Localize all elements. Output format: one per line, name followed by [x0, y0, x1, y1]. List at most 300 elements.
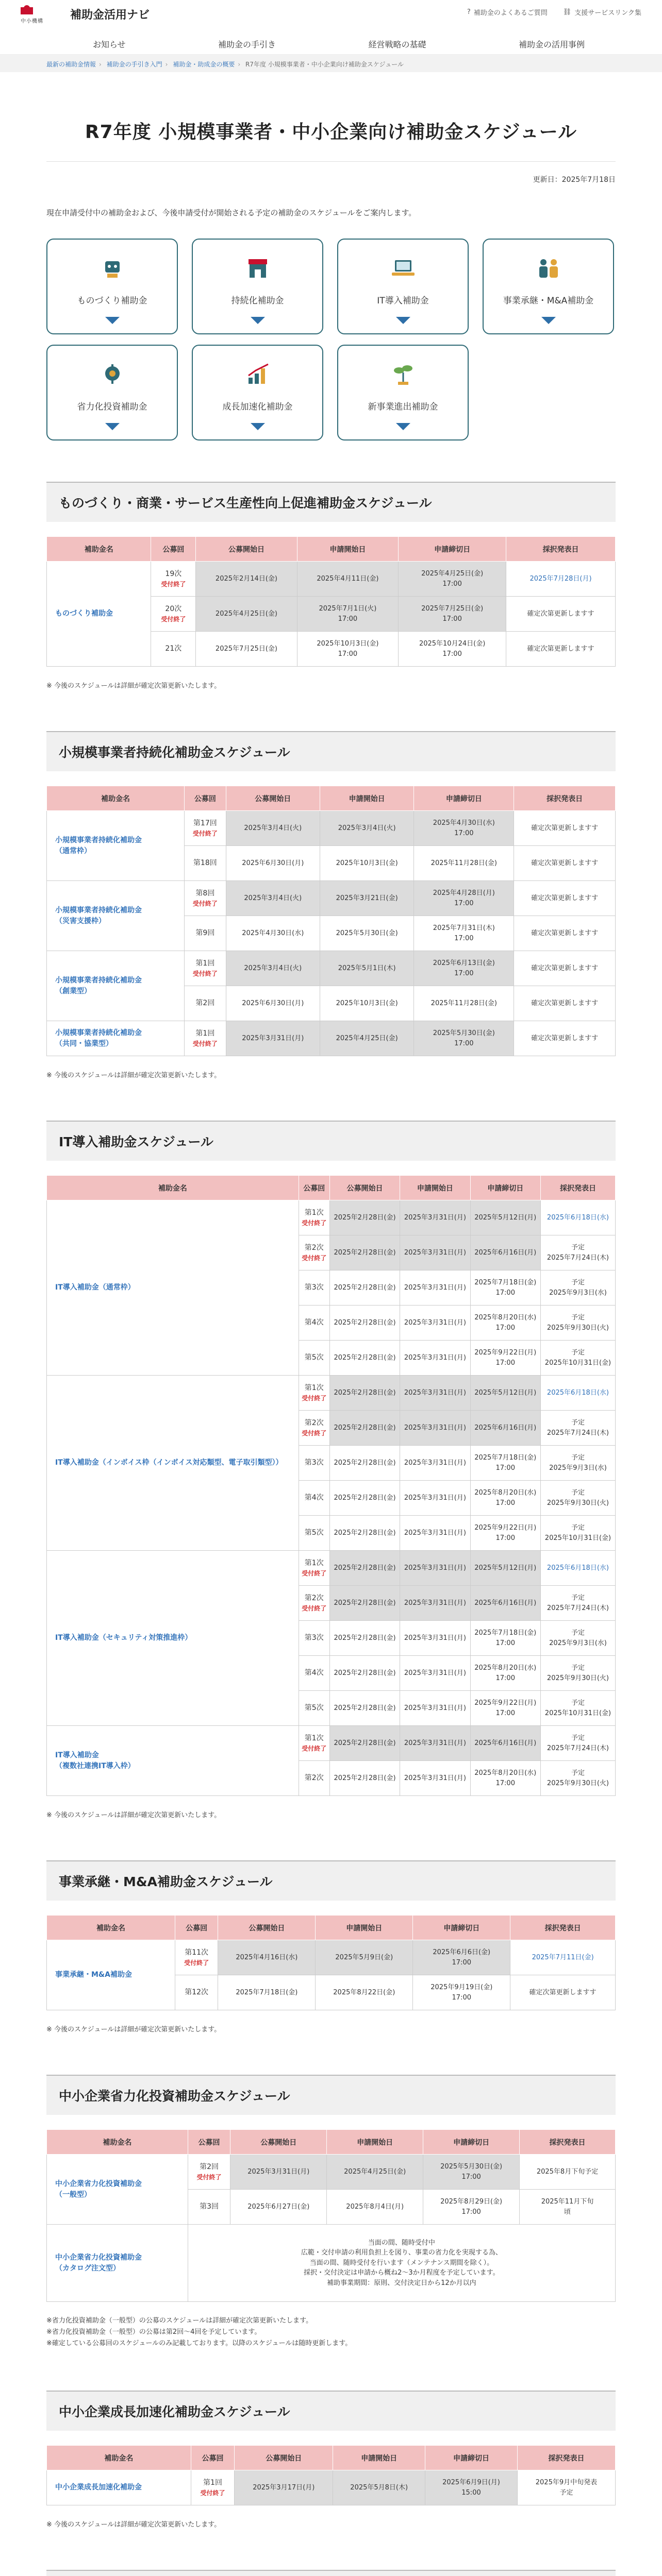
result-date-cell: 予定 2025年10月31日(金) [540, 1341, 615, 1376]
section-title-monozukuri: ものづくり・商業・サービス生産性向上促進補助金スケジュール [46, 482, 616, 522]
apply-date-cell: 2025年3月31日(月) [400, 1761, 470, 1796]
table-row [47, 1021, 616, 1056]
table-row [47, 811, 616, 846]
closed-badge: 受付終了 [192, 1040, 218, 1047]
result-date-cell[interactable]: 2025年6月18日(水) [540, 1551, 615, 1586]
round-cell: 第1次 受付終了 [299, 1376, 329, 1411]
apply-date-cell: 2025年3月31日(月) [400, 1411, 470, 1446]
closed-badge: 受付終了 [184, 1959, 209, 1967]
apply-date-cell: 2025年3月21日(金) [320, 881, 413, 916]
table-header-row [47, 2446, 616, 2470]
deadline-cell: 2025年6月9日(月) 15:00 [425, 2470, 518, 2505]
apply-date-cell: 2025年4月25日(金) [320, 1021, 413, 1056]
apply-date-cell: 2025年3月31日(月) [400, 1656, 470, 1691]
subsidy-name-link[interactable]: 中小企業省力化投資補助金 （一般型） [47, 2155, 188, 2225]
round-cell: 第17回 受付終了 [185, 811, 226, 846]
breadcrumb-item[interactable]: 補助金・助成金の概要 [173, 61, 235, 68]
apply-date-cell: 2025年4月25日(金) [327, 2155, 423, 2190]
apply-date-cell: 2025年3月31日(月) [400, 1341, 470, 1376]
section-title-shokei: 事業承継・M&A補助金スケジュール [46, 1860, 616, 1901]
apply-date-cell: 2025年3月31日(月) [400, 1586, 470, 1621]
column-header: 補助金名 [47, 2446, 191, 2470]
schedule-note: ※ 今後のスケジュールは詳細が確定次第更新いたします。 [46, 682, 221, 690]
section-title-shinjigyo [46, 2570, 616, 2576]
round-cell: 第8回 受付終了 [185, 881, 226, 916]
start-date-cell: 2025年2月28日(金) [329, 1481, 400, 1516]
deadline-cell: 2025年5月30日(金) 17:00 [414, 1021, 514, 1056]
table-row [47, 881, 616, 916]
apply-date-cell: 2025年5月9日(金) [316, 1940, 413, 1975]
closed-badge: 受付終了 [302, 1605, 327, 1612]
category-card[interactable] [46, 239, 178, 334]
apply-date-cell: 2025年8月4日(月) [327, 2190, 423, 2225]
round-cell: 第2次 [299, 1761, 329, 1796]
column-header: 補助金名 [47, 2130, 188, 2155]
schedule-table-shoryokuka [46, 2129, 616, 2302]
sprout-icon [391, 363, 416, 386]
site-title[interactable]: 補助金活用ナビ [70, 9, 150, 22]
table-row [47, 562, 616, 597]
deadline-cell: 2025年8月20日(水) 17:00 [470, 1481, 540, 1516]
category-label: 省力化投資補助金 [77, 402, 147, 412]
subsidy-name-link[interactable]: 小規模事業者持続化補助金 （災害支援枠） [47, 881, 185, 951]
category-card[interactable] [192, 345, 323, 440]
closed-badge: 受付終了 [302, 1745, 327, 1752]
round-cell: 第9回 [185, 916, 226, 951]
deadline-cell: 2025年11月28日(金) [414, 986, 514, 1021]
start-date-cell: 2025年2月28日(金) [329, 1200, 400, 1235]
shop-icon [245, 257, 270, 280]
category-card[interactable] [337, 239, 469, 334]
column-header: 申請締切日 [470, 1176, 540, 1200]
start-date-cell: 2025年4月25日(金) [196, 597, 297, 632]
apply-date-cell: 2025年3月31日(月) [400, 1306, 470, 1341]
deadline-cell: 2025年7月25日(金) 17:00 [399, 597, 506, 632]
subsidy-name-link[interactable]: 事業承継・M&A補助金 [47, 1940, 175, 2010]
apply-date-cell: 2025年10月3日(金) 17:00 [297, 632, 398, 667]
deadline-cell: 2025年6月16日(月) [470, 1235, 540, 1270]
round-cell: 21次 [151, 632, 196, 667]
category-label: 成長加速化補助金 [222, 402, 293, 412]
site-header [0, 0, 662, 55]
triangle-down-icon [396, 317, 410, 324]
column-header: 申請開始日 [320, 786, 413, 811]
start-date-cell: 2025年3月31日(月) [230, 2155, 327, 2190]
column-header: 公募開始日 [218, 1916, 316, 1940]
start-date-cell: 2025年3月17日(月) [235, 2470, 333, 2505]
table-header-row [47, 1916, 616, 1940]
category-label: 事業承継・M&A補助金 [503, 296, 594, 306]
support-links-link[interactable]: ⛓ 支援サービスリンク集 [562, 8, 641, 17]
start-date-cell: 2025年3月4日(火) [226, 881, 320, 916]
closed-badge: 受付終了 [200, 2489, 225, 2497]
table-row [47, 2470, 616, 2505]
start-date-cell: 2025年6月30日(月) [226, 986, 320, 1021]
deadline-cell: 2025年6月13日(金) 17:00 [414, 951, 514, 986]
deadline-cell: 2025年9月22日(月) 17:00 [470, 1341, 540, 1376]
closed-badge: 受付終了 [302, 1395, 327, 1402]
question-icon: ? [467, 8, 471, 16]
round-cell: 第2次 受付終了 [299, 1586, 329, 1621]
result-date-cell: 予定 2025年9月30日(火) [540, 1306, 615, 1341]
round-cell: 第1次 受付終了 [299, 1726, 329, 1761]
column-header: 採択発表日 [510, 1916, 616, 1940]
subsidy-name-link[interactable]: IT導入補助金（セキュリティ対策推進枠） [47, 1551, 299, 1726]
result-date-cell: 2025年8月下旬予定 [520, 2155, 616, 2190]
apply-date-cell: 2025年3月31日(月) [400, 1446, 470, 1481]
closed-badge: 受付終了 [302, 1430, 327, 1437]
start-date-cell: 2025年2月28日(金) [329, 1726, 400, 1761]
deadline-cell: 2025年8月20日(水) 17:00 [470, 1656, 540, 1691]
table-row [47, 1200, 616, 1235]
column-header: 補助金名 [47, 1176, 299, 1200]
round-cell: 第2次 受付終了 [299, 1235, 329, 1270]
deadline-cell: 2025年6月16日(月) [470, 1411, 540, 1446]
apply-date-cell: 2025年3月31日(月) [400, 1726, 470, 1761]
triangle-down-icon [396, 423, 410, 430]
category-card[interactable] [337, 345, 469, 440]
result-date-cell: 予定 2025年9月30日(火) [540, 1656, 615, 1691]
table-row [47, 2155, 616, 2190]
deadline-cell: 2025年8月29日(金) 17:00 [423, 2190, 520, 2225]
round-cell: 第3次 [299, 1446, 329, 1481]
column-header: 申請締切日 [414, 786, 514, 811]
column-header: 公募回 [151, 537, 196, 562]
page-title: R7年度 小規模事業者・中小企業向け補助金スケジュール [85, 122, 577, 143]
round-cell: 第2回 [185, 986, 226, 1021]
section-title-jizokuka: 小規模事業者持続化補助金スケジュール [46, 731, 616, 771]
result-date-cell: 予定 2025年7月24日(木) [540, 1411, 615, 1446]
result-date-cell: 予定 2025年9月30日(火) [540, 1481, 615, 1516]
column-header: 公募回 [191, 2446, 234, 2470]
closed-badge: 受付終了 [302, 1570, 327, 1577]
category-label: 持続化補助金 [231, 296, 284, 306]
handshake-icon [536, 257, 561, 280]
apply-date-cell: 2025年8月22日(金) [316, 1975, 413, 2010]
column-header: 公募開始日 [196, 537, 297, 562]
section-title-shoryokuka: 中小企業省力化投資補助金スケジュール [46, 2075, 616, 2115]
round-cell: 第5次 [299, 1516, 329, 1551]
result-date-cell: 確定次第更新しますす [514, 1021, 616, 1056]
round-cell: 第11次 受付終了 [175, 1940, 218, 1975]
round-cell: 第4次 [299, 1656, 329, 1691]
deadline-cell: 2025年6月6日(金) 17:00 [413, 1940, 510, 1975]
column-header: 公募開始日 [226, 786, 320, 811]
column-header: 公募開始日 [329, 1176, 400, 1200]
start-date-cell: 2025年3月4日(火) [226, 811, 320, 846]
start-date-cell: 2025年2月28日(金) [329, 1341, 400, 1376]
faq-link[interactable]: ? 補助金のよくあるご質問 [467, 8, 548, 17]
closed-badge: 受付終了 [161, 616, 186, 623]
schedule-table-jizokuka [46, 786, 616, 1056]
start-date-cell: 2025年6月27日(金) [230, 2190, 327, 2225]
column-header: 公募回 [175, 1916, 218, 1940]
intro-text: 現在申請受付中の補助金および、今後申請受付が開始される予定の補助金のスケジュールをご案内します。 [46, 208, 417, 217]
category-label: 新事業進出補助金 [368, 402, 438, 412]
closed-badge: 受付終了 [302, 1219, 327, 1227]
section-title-seicho: 中小企業成長加速化補助金スケジュール [46, 2391, 616, 2431]
round-cell: 第12次 [175, 1975, 218, 2010]
apply-date-cell: 2025年7月1日(火) 17:00 [297, 597, 398, 632]
robot-arm-icon [100, 363, 125, 386]
result-date-cell[interactable]: 2025年6月18日(水) [540, 1200, 615, 1235]
round-cell: 第5次 [299, 1341, 329, 1376]
result-date-cell: 予定 2025年7月24日(木) [540, 1586, 615, 1621]
column-header: 公募開始日 [235, 2446, 333, 2470]
deadline-cell: 2025年10月24日(金) 17:00 [399, 632, 506, 667]
apply-date-cell: 2025年10月3日(金) [320, 986, 413, 1021]
start-date-cell: 2025年6月30日(月) [226, 846, 320, 881]
round-cell: 第4次 [299, 1306, 329, 1341]
apply-date-cell: 2025年10月3日(金) [320, 846, 413, 881]
round-cell: 第1次 受付終了 [299, 1200, 329, 1235]
result-date-cell[interactable]: 2025年6月18日(水) [540, 1376, 615, 1411]
apply-date-cell: 2025年3月31日(月) [400, 1551, 470, 1586]
table-header-row [47, 537, 616, 562]
column-header: 公募回 [299, 1176, 329, 1200]
subsidy-name-link[interactable]: 小規模事業者持続化補助金 （創業型） [47, 951, 185, 1021]
table-header-row [47, 1176, 616, 1200]
round-cell: 第3回 [188, 2190, 230, 2225]
start-date-cell: 2025年2月28日(金) [329, 1306, 400, 1341]
deadline-cell: 2025年5月12日(月) [470, 1200, 540, 1235]
start-date-cell: 2025年2月28日(金) [329, 1270, 400, 1306]
round-cell: 第2回 受付終了 [188, 2155, 230, 2190]
triangle-down-icon [105, 423, 120, 430]
nav-strategy[interactable]: 経営戦略の基礎 [368, 40, 426, 49]
schedule-note: ※ 今後のスケジュールは詳細が確定次第更新いたします。 [46, 1072, 221, 1079]
closed-badge: 受付終了 [192, 900, 218, 907]
updated-date: 更新日：2025年7月18日 [533, 176, 616, 184]
result-date-cell[interactable]: 2025年7月11日(金) [510, 1940, 616, 1975]
round-cell: 第3次 [299, 1270, 329, 1306]
result-date-cell: 予定 2025年7月24日(木) [540, 1235, 615, 1270]
start-date-cell: 2025年2月14日(金) [196, 562, 297, 597]
result-date-cell: 予定 2025年9月30日(火) [540, 1761, 615, 1796]
category-card[interactable] [483, 239, 614, 334]
subsidy-name-link[interactable]: 中小企業省力化投資補助金 （カタログ注文型） [47, 2225, 188, 2302]
schedule-note: ※ 今後のスケジュールは詳細が確定次第更新いたします。 [46, 1811, 221, 1819]
growth-chart-icon [245, 363, 270, 386]
start-date-cell: 2025年2月28日(金) [329, 1551, 400, 1586]
deadline-cell: 2025年9月19日(金) 17:00 [413, 1975, 510, 2010]
subsidy-name-link[interactable]: 小規模事業者持続化補助金 （通常枠） [47, 811, 185, 881]
column-header: 採択発表日 [520, 2130, 616, 2155]
table-row [47, 951, 616, 986]
table-header-row [47, 2130, 616, 2155]
start-date-cell: 2025年2月28日(金) [329, 1376, 400, 1411]
result-date-cell: 確定次第更新しますす [514, 986, 616, 1021]
result-date-cell: 2025年9月中旬発表 予定 [517, 2470, 615, 2505]
round-cell: 第4次 [299, 1481, 329, 1516]
apply-date-cell: 2025年3月31日(月) [400, 1200, 470, 1235]
column-header: 申請締切日 [413, 1916, 510, 1940]
category-label: IT導入補助金 [377, 296, 429, 306]
nav-cases[interactable]: 補助金の活用事例 [518, 40, 585, 49]
round-cell: 19次 受付終了 [151, 562, 196, 597]
deadline-cell: 2025年5月12日(月) [470, 1376, 540, 1411]
subsidy-name-link[interactable]: ものづくり補助金 [47, 562, 151, 667]
closed-badge: 受付終了 [196, 2174, 222, 2181]
closed-badge: 受付終了 [192, 830, 218, 837]
column-header: 申請締切日 [399, 537, 506, 562]
column-header: 申請開始日 [297, 537, 398, 562]
subsidy-name-link[interactable]: IT導入補助金（インボイス枠（インボイス対応類型、電子取引類型）） [47, 1376, 299, 1551]
result-date-cell: 確定次第更新しますす [514, 881, 616, 916]
subsidy-name-link[interactable]: 中小企業成長加速化補助金 [47, 2470, 191, 2505]
table-row [47, 1551, 616, 1586]
global-nav [0, 33, 662, 55]
start-date-cell: 2025年4月16日(水) [218, 1940, 316, 1975]
apply-date-cell: 2025年3月31日(月) [400, 1691, 470, 1726]
schedule-note: ※ 今後のスケジュールは詳細が確定次第更新いたします。 [46, 2521, 221, 2529]
table-row [47, 1376, 616, 1411]
start-date-cell: 2025年2月28日(金) [329, 1235, 400, 1270]
table-row [47, 2225, 616, 2302]
deadline-cell: 2025年8月20日(水) 17:00 [470, 1761, 540, 1796]
section-title-it: IT導入補助金スケジュール [46, 1121, 616, 1161]
round-cell: 第1次 受付終了 [299, 1551, 329, 1586]
deadline-cell: 2025年11月28日(金) [414, 846, 514, 881]
subsidy-name-link[interactable]: 小規模事業者持続化補助金 （共同・協業型） [47, 1021, 185, 1056]
result-date-cell: 予定 2025年9月3日(水) [540, 1446, 615, 1481]
round-cell: 第3次 [299, 1621, 329, 1656]
laptop-icon [391, 257, 416, 280]
result-date-cell: 確定次第更新しますす [506, 597, 616, 632]
deadline-cell: 2025年6月16日(月) [470, 1586, 540, 1621]
start-date-cell: 2025年7月25日(金) [196, 632, 297, 667]
column-header: 公募回 [185, 786, 226, 811]
column-header: 補助金名 [47, 786, 185, 811]
column-header: 採択発表日 [506, 537, 616, 562]
round-cell: 第18回 [185, 846, 226, 881]
breadcrumb: 最新の補助金情報 › 補助金の手引き入門 › 補助金・助成金の概要 › R7年度 小規模事業者・中小企業向け補助金スケジュール [0, 55, 662, 72]
deadline-cell: 2025年9月22日(月) 17:00 [470, 1516, 540, 1551]
deadline-cell: 2025年7月31日(木) 17:00 [414, 916, 514, 951]
nav-news[interactable]: お知らせ [93, 40, 126, 49]
table-header-row [47, 786, 616, 811]
category-label: ものづくり補助金 [77, 296, 147, 306]
deadline-cell: 2025年7月18日(金) 17:00 [470, 1446, 540, 1481]
title-divider [46, 161, 616, 162]
round-cell: 第1回 受付終了 [185, 1021, 226, 1056]
schedule-table-seicho [46, 2445, 616, 2505]
catalog-info-cell: 当面の間、随時受付中 広範・交付申請の利用負担上を図り、事業の省力化を実現する為、 当面の間、随時受付を行います（メンテナンス期間を除く）。 採択・交付決定は申請から概ね2～3か月程度を予定しています。 補助事業期間：原則、交付決定日から12か月以内 [188, 2225, 615, 2302]
column-header: 採択発表日 [514, 786, 616, 811]
column-header: 補助金名 [47, 537, 151, 562]
column-header: 申請締切日 [425, 2446, 518, 2470]
triangle-down-icon [251, 423, 265, 430]
result-date-cell: 予定 2025年9月3日(水) [540, 1270, 615, 1306]
start-date-cell: 2025年4月30日(水) [226, 916, 320, 951]
breadcrumb-item[interactable]: 最新の補助金情報 [46, 61, 96, 68]
column-header: 採択発表日 [517, 2446, 615, 2470]
triangle-down-icon [541, 317, 556, 324]
apply-date-cell: 2025年4月11日(金) [297, 562, 398, 597]
round-cell: 第5次 [299, 1691, 329, 1726]
apply-date-cell: 2025年3月31日(月) [400, 1376, 470, 1411]
column-header: 公募開始日 [230, 2130, 327, 2155]
start-date-cell: 2025年2月28日(金) [329, 1761, 400, 1796]
start-date-cell: 2025年2月28日(金) [329, 1656, 400, 1691]
schedule-notes: ※省力化投資補助金（一般型）の公募のスケジュールは詳細が確定次第更新いたします。 ※省力化投資補助金（一般型）の公募は第2回～4回を予定しています。 ※確定している公募回のスケジュールのみ記載しております。以降のスケジュールは随時更新します。 [46, 2317, 352, 2348]
nav-guide[interactable]: 補助金の手引き [218, 40, 276, 49]
gear-robot-icon [100, 257, 125, 280]
main-content [46, 117, 616, 2576]
result-date-cell: 予定 2025年9月3日(水) [540, 1621, 615, 1656]
deadline-cell: 2025年6月16日(月) [470, 1726, 540, 1761]
result-date-cell: 予定 2025年7月24日(木) [540, 1726, 615, 1761]
deadline-cell: 2025年5月30日(金) 17:00 [423, 2155, 520, 2190]
column-header: 採択発表日 [540, 1176, 615, 1200]
start-date-cell: 2025年3月4日(火) [226, 951, 320, 986]
apply-date-cell: 2025年3月31日(月) [400, 1270, 470, 1306]
subsidy-name-link[interactable]: IT導入補助金 （複数社連携IT導入枠） [47, 1726, 299, 1796]
smrj-logo[interactable]: 中小機構 [21, 5, 67, 23]
result-date-cell: 予定 2025年10月31日(金) [540, 1691, 615, 1726]
table-row [47, 1726, 616, 1761]
deadline-cell: 2025年7月18日(金) 17:00 [470, 1621, 540, 1656]
start-date-cell: 2025年2月28日(金) [329, 1516, 400, 1551]
table-row [47, 1940, 616, 1975]
result-date-cell: 確定次第更新しますす [514, 951, 616, 986]
category-menu [46, 239, 616, 440]
result-date-cell: 確定次第更新しますす [514, 811, 616, 846]
round-cell: 第1回 受付終了 [191, 2470, 234, 2505]
deadline-cell: 2025年9月22日(月) 17:00 [470, 1691, 540, 1726]
start-date-cell: 2025年7月18日(金) [218, 1975, 316, 2010]
category-card[interactable] [46, 345, 178, 440]
result-date-cell[interactable]: 2025年7月28日(月) [506, 562, 616, 597]
start-date-cell: 2025年2月28日(金) [329, 1586, 400, 1621]
column-header: 申請締切日 [423, 2130, 520, 2155]
schedule-table-monozukuri [46, 536, 616, 667]
apply-date-cell: 2025年3月31日(月) [400, 1235, 470, 1270]
category-card[interactable] [192, 239, 323, 334]
column-header: 公募回 [188, 2130, 230, 2155]
apply-date-cell: 2025年3月4日(火) [320, 811, 413, 846]
triangle-down-icon [105, 317, 120, 324]
round-cell: 第2次 受付終了 [299, 1411, 329, 1446]
triangle-down-icon [251, 317, 265, 324]
round-cell: 20次 受付終了 [151, 597, 196, 632]
round-cell: 第1回 受付終了 [185, 951, 226, 986]
subsidy-name-link[interactable]: IT導入補助金（通常枠） [47, 1200, 299, 1376]
column-header: 申請開始日 [327, 2130, 423, 2155]
deadline-cell: 2025年7月18日(金) 17:00 [470, 1270, 540, 1306]
apply-date-cell: 2025年3月31日(月) [400, 1481, 470, 1516]
result-date-cell: 確定次第更新しますす [514, 846, 616, 881]
closed-badge: 受付終了 [302, 1255, 327, 1262]
column-header: 申請開始日 [400, 1176, 470, 1200]
schedule-table-it [46, 1175, 616, 1796]
deadline-cell: 2025年4月25日(金) 17:00 [399, 562, 506, 597]
schedule-note: ※ 今後のスケジュールは詳細が確定次第更新いたします。 [46, 2026, 221, 2033]
result-date-cell: 確定次第更新しますす [514, 916, 616, 951]
utility-links [467, 7, 641, 17]
breadcrumb-item[interactable]: 補助金の手引き入門 [106, 61, 162, 68]
apply-date-cell: 2025年5月1日(木) [320, 951, 413, 986]
apply-date-cell: 2025年3月31日(月) [400, 1516, 470, 1551]
start-date-cell: 2025年3月31日(月) [226, 1021, 320, 1056]
link-icon: ⛓ [562, 8, 572, 16]
start-date-cell: 2025年2月28日(金) [329, 1691, 400, 1726]
closed-badge: 受付終了 [192, 970, 218, 977]
apply-date-cell: 2025年5月30日(金) [320, 916, 413, 951]
column-header: 申請開始日 [333, 2446, 425, 2470]
column-header: 申請開始日 [316, 1916, 413, 1940]
schedule-table-shokei [46, 1915, 616, 2010]
